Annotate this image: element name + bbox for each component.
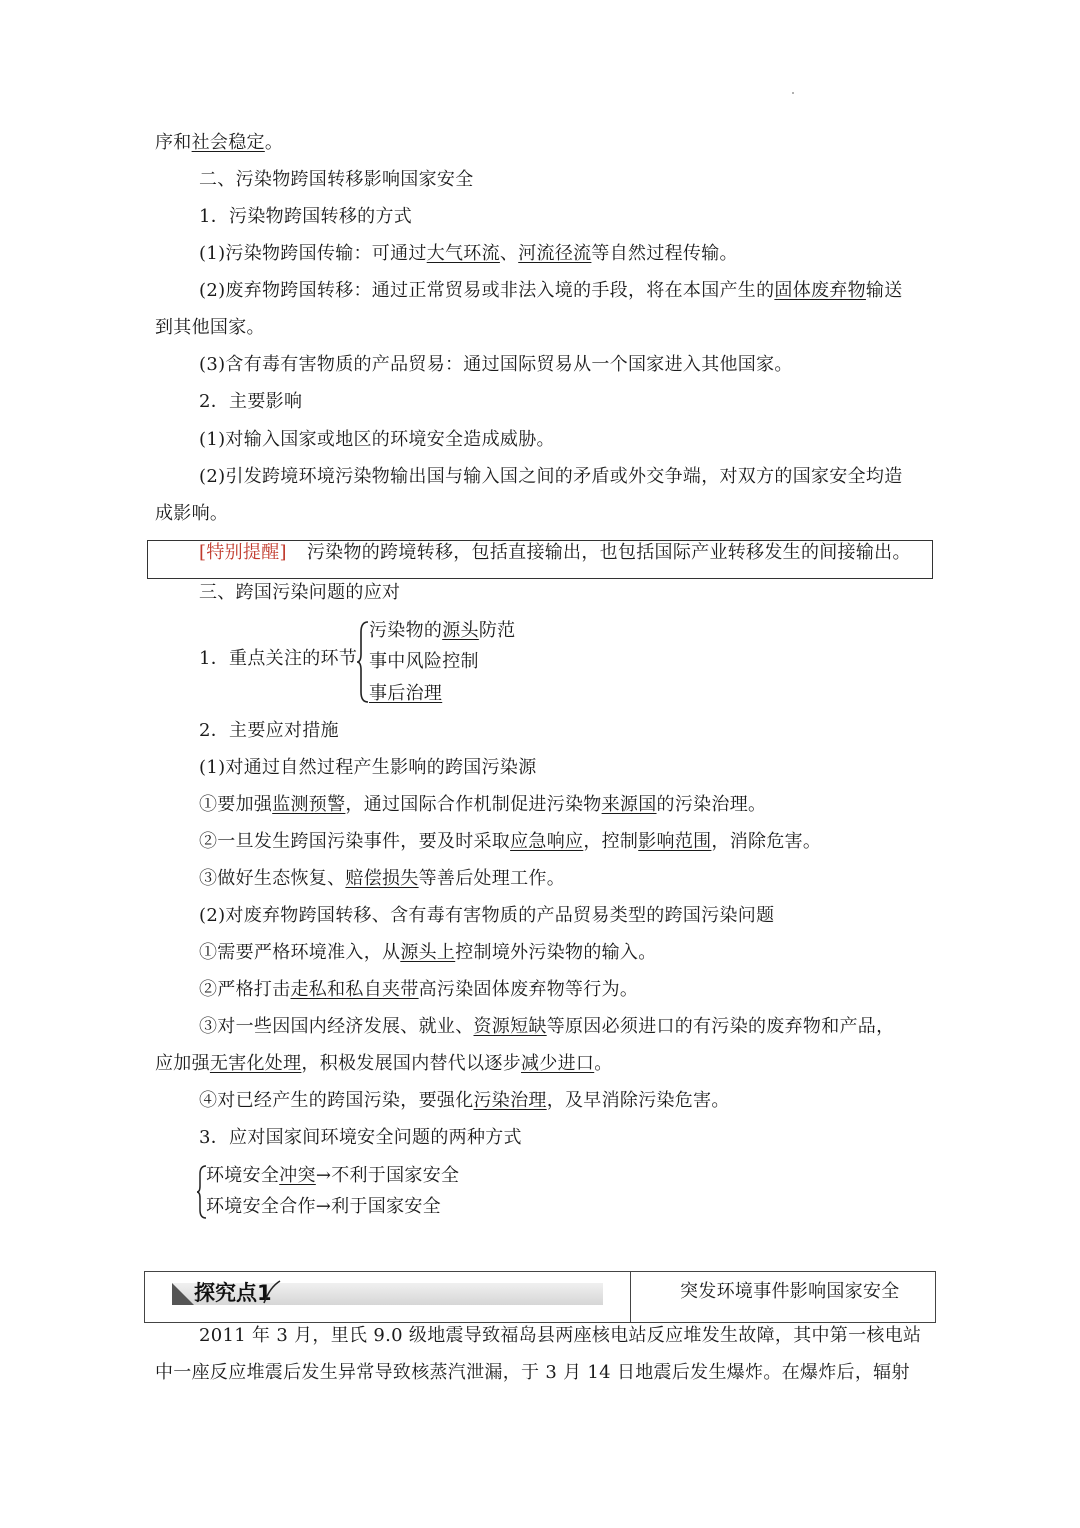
focus-item: 事后治理: [369, 683, 443, 704]
text-line: 成影响。: [155, 503, 229, 524]
speck-mark: [792, 92, 794, 94]
text-line: (1)污染物跨国传输：可通过大气环流、河流径流等自然过程传输。: [199, 243, 738, 264]
text-line: ②一旦发生跨国污染事件，要及时采取应急响应，控制影响范围，消除危害。: [199, 831, 822, 852]
section-heading: 二、污染物跨国转移影响国家安全: [199, 169, 474, 190]
text-line: (3)含有毒有害物质的产品贸易：通过国际贸易从一个国家进入其他国家。: [199, 354, 793, 375]
text-line: (1)对通过自然过程产生影响的跨国污染源: [199, 757, 537, 778]
special-reminder: [199, 540, 911, 566]
subheading: 1．重点关注的环节: [199, 648, 358, 669]
cooperation-line: 环境安全合作→利于国家安全: [206, 1196, 441, 1217]
explore-title: 探究点1: [194, 1281, 272, 1305]
text-line: 到其他国家。: [155, 317, 265, 338]
reminder-text: 污染物的跨境转移，包括直接输出，也包括国际产业转移发生的间接输出。: [306, 542, 911, 563]
divider: [630, 1271, 631, 1323]
subheading: 2．主要影响: [199, 391, 303, 412]
conflict-line: 环境安全冲突→不利于国家安全: [206, 1165, 460, 1186]
text-line: ①要加强监测预警，通过国际合作机制促进污染物来源国的污染治理。: [199, 794, 767, 815]
text-line: (2)对废弃物跨国转移、含有毒有害物质的产品贸易类型的跨国污染问题: [199, 905, 775, 926]
slash-icon: [262, 1279, 282, 1305]
banner-wedge-icon: [172, 1283, 194, 1305]
text-line: (1)对输入国家或地区的环境安全造成威胁。: [199, 429, 555, 450]
focus-item: 事中风险控制: [369, 651, 479, 672]
paragraph-line: 2011 年 3 月，里氏 9.0 级地震导致福岛县两座核电站反应堆发生故障，其中第一核电站: [199, 1325, 922, 1346]
paragraph-line: 中一座反应堆震后发生异常导致核蒸汽泄漏，于 3 月 14 日地震后发生爆炸。在爆炸后，辐射: [155, 1362, 910, 1383]
subheading: 1．污染物跨国转移的方式: [199, 206, 413, 227]
subheading: 3．应对国家间环境安全问题的两种方式: [199, 1127, 522, 1148]
subheading: 2．主要应对措施: [199, 720, 339, 741]
text-line: ③对一些因国内经济发展、就业、资源短缺等原因必须进口的有污染的废弃物和产品，: [199, 1016, 895, 1037]
text-line: (2)引发跨境环境污染物输出国与输入国之间的矛盾或外交争端，对双方的国家安全均造: [199, 466, 903, 487]
brace-icon: [356, 620, 370, 704]
text-line: 序和社会稳定。: [155, 132, 284, 153]
section-heading: 三、跨国污染问题的应对: [199, 582, 401, 603]
text-line: 应加强无害化处理，积极发展国内替代以逐步减少进口。: [155, 1053, 613, 1074]
text-line: (2)废弃物跨国转移：通过正常贸易或非法入境的手段，将在本国产生的固体废弃物输送: [199, 280, 903, 301]
text-line: ②严格打击走私和私自夹带高污染固体废弃物等行为。: [199, 979, 639, 1000]
text-line: ④对已经产生的跨国污染，要强化污染治理，及早消除污染危害。: [199, 1090, 730, 1111]
explore-topic: 突发环境事件影响国家安全: [680, 1281, 900, 1302]
text-line: ③做好生态恢复、赔偿损失等善后处理工作。: [199, 868, 566, 889]
focus-item: 污染物的源头防范: [369, 620, 516, 641]
text-line: ①需要严格环境准入，从源头上控制境外污染物的输入。: [199, 942, 657, 963]
reminder-label: [特别提醒]: [199, 542, 287, 563]
